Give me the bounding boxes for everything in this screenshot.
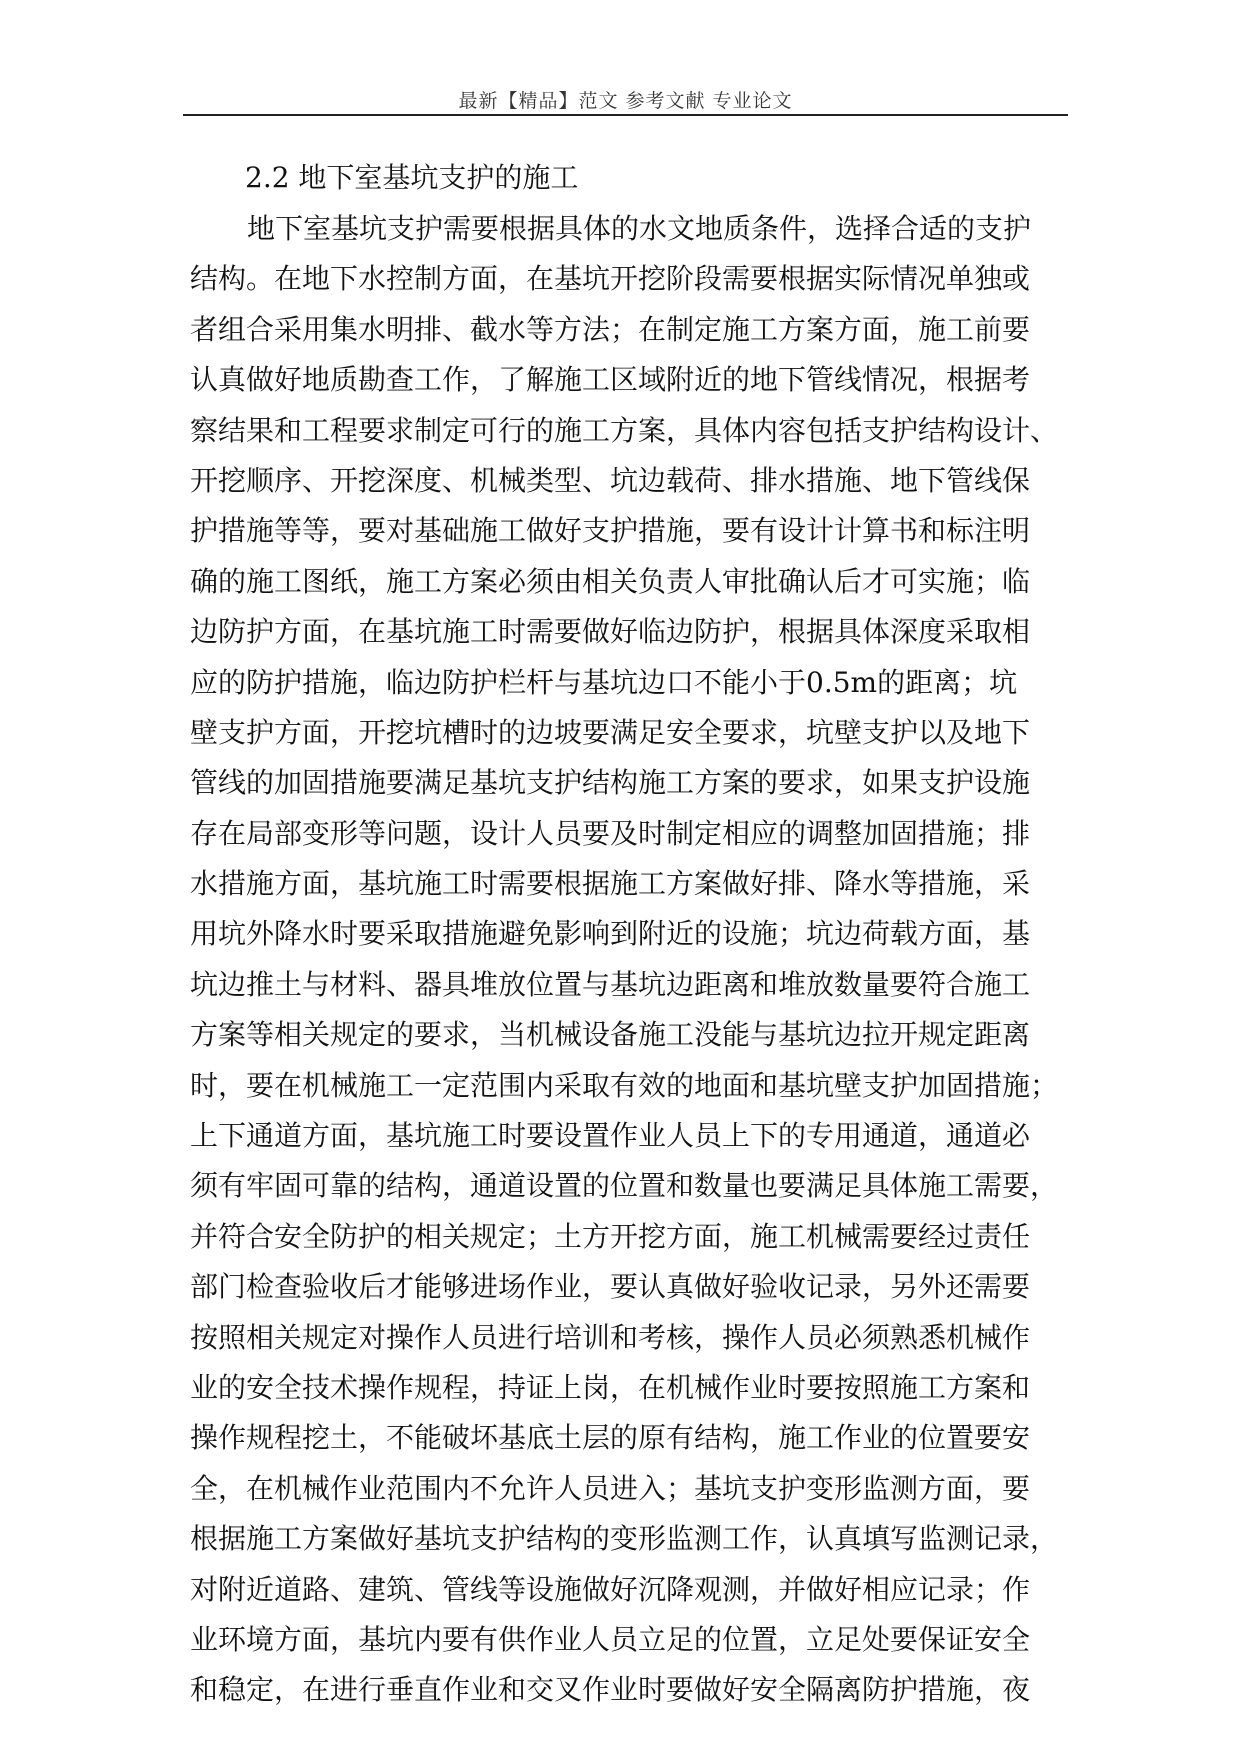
body-text — [190, 204, 1060, 1716]
paragraph-line: 操作规程挖土，不能破坏基底土层的原有结构，施工作业的位置要安 — [190, 1421, 1031, 1455]
paragraph-line: 坑边推土与材料、器具堆放位置与基坑边距离和堆放数量要符合施工 — [190, 967, 1031, 1001]
paragraph-line: 管线的加固措施要满足基坑支护结构施工方案的要求，如果支护设施 — [190, 766, 1031, 800]
paragraph-line: 确的施工图纸，施工方案必须由相关负责人审批确认后才可实施；临 — [190, 564, 1031, 598]
paragraph-line: 时，要在机械施工一定范围内采取有效的地面和基坑壁支护加固措施； — [190, 1068, 1059, 1102]
paragraph-line: 和稳定，在进行垂直作业和交叉作业时要做好安全隔离防护措施，夜 — [190, 1673, 1031, 1707]
paragraph-line: 部门检查验收后才能够进场作业，要认真做好验收记录，另外还需要 — [190, 1270, 1031, 1304]
paragraph-line: 按照相关规定对操作人员进行培训和考核，操作人员必须熟悉机械作 — [190, 1320, 1031, 1354]
paragraph-line: 水措施方面，基坑施工时需要根据施工方案做好排、降水等措施，采 — [190, 867, 1031, 901]
paragraph-line: 地下室基坑支护需要根据具体的水文地质条件，选择合适的支护 — [247, 212, 1032, 245]
paragraph-line: 业环境方面，基坑内要有供作业人员立足的位置，立足处要保证安全 — [190, 1622, 1031, 1656]
paragraph-line: 业的安全技术操作规程，持证上岗，在机械作业时要按照施工方案和 — [190, 1370, 1031, 1404]
paragraph-line: 上下通道方面，基坑施工时要设置作业人员上下的专用通道，通道必 — [190, 1119, 1031, 1153]
paragraph-line: 开挖顺序、开挖深度、机械类型、坑边载荷、排水措施、地下管线保 — [190, 463, 1031, 497]
section-heading: 2.2 地下室基坑支护的施工 — [245, 161, 579, 194]
paragraph-line: 边防护方面，在基坑施工时需要做好临边防护，根据具体深度采取相 — [190, 615, 1031, 649]
header-divider — [183, 114, 1068, 116]
paragraph-line: 察结果和工程要求制定可行的施工方案，具体内容包括支护结构设计、 — [190, 413, 1059, 447]
paragraph-line: 并符合安全防护的相关规定；土方开挖方面，施工机械需要经过责任 — [190, 1219, 1031, 1253]
paragraph-line: 须有牢固可靠的结构，通道设置的位置和数量也要满足具体施工需要， — [190, 1169, 1059, 1203]
paragraph-line: 根据施工方案做好基坑支护结构的变形监测工作，认真填写监测记录， — [190, 1522, 1059, 1556]
paragraph-line: 者组合采用集水明排、截水等方法；在制定施工方案方面，施工前要 — [190, 312, 1031, 346]
paragraph-line: 壁支护方面，开挖坑槽时的边坡要满足安全要求，坑壁支护以及地下 — [190, 715, 1031, 749]
paragraph-line: 应的防护措施，临边防护栏杆与基坑边口不能小于0.5m的距离；坑 — [190, 665, 1018, 699]
paragraph-line: 方案等相关规定的要求，当机械设备施工没能与基坑边拉开规定距离 — [190, 1018, 1031, 1052]
paragraph-line: 结构。在地下水控制方面，在基坑开挖阶段需要根据实际情况单独或 — [190, 262, 1031, 296]
paragraph-line: 护措施等等，要对基础施工做好支护措施，要有设计计算书和标注明 — [190, 514, 1031, 548]
paragraph-line: 全，在机械作业范围内不允许人员进入；基坑支护变形监测方面，要 — [190, 1471, 1031, 1505]
paragraph-line: 用坑外降水时要采取措施避免影响到附近的设施；坑边荷载方面，基 — [190, 917, 1031, 951]
paragraph-line: 认真做好地质勘查工作，了解施工区域附近的地下管线情况，根据考 — [190, 363, 1031, 397]
paragraph-line: 存在局部变形等问题，设计人员要及时制定相应的调整加固措施；排 — [190, 816, 1031, 850]
page-header: 最新【精品】范文 参考文献 专业论文 — [458, 90, 793, 112]
paragraph-line: 对附近道路、建筑、管线等设施做好沉降观测，并做好相应记录；作 — [190, 1572, 1031, 1606]
